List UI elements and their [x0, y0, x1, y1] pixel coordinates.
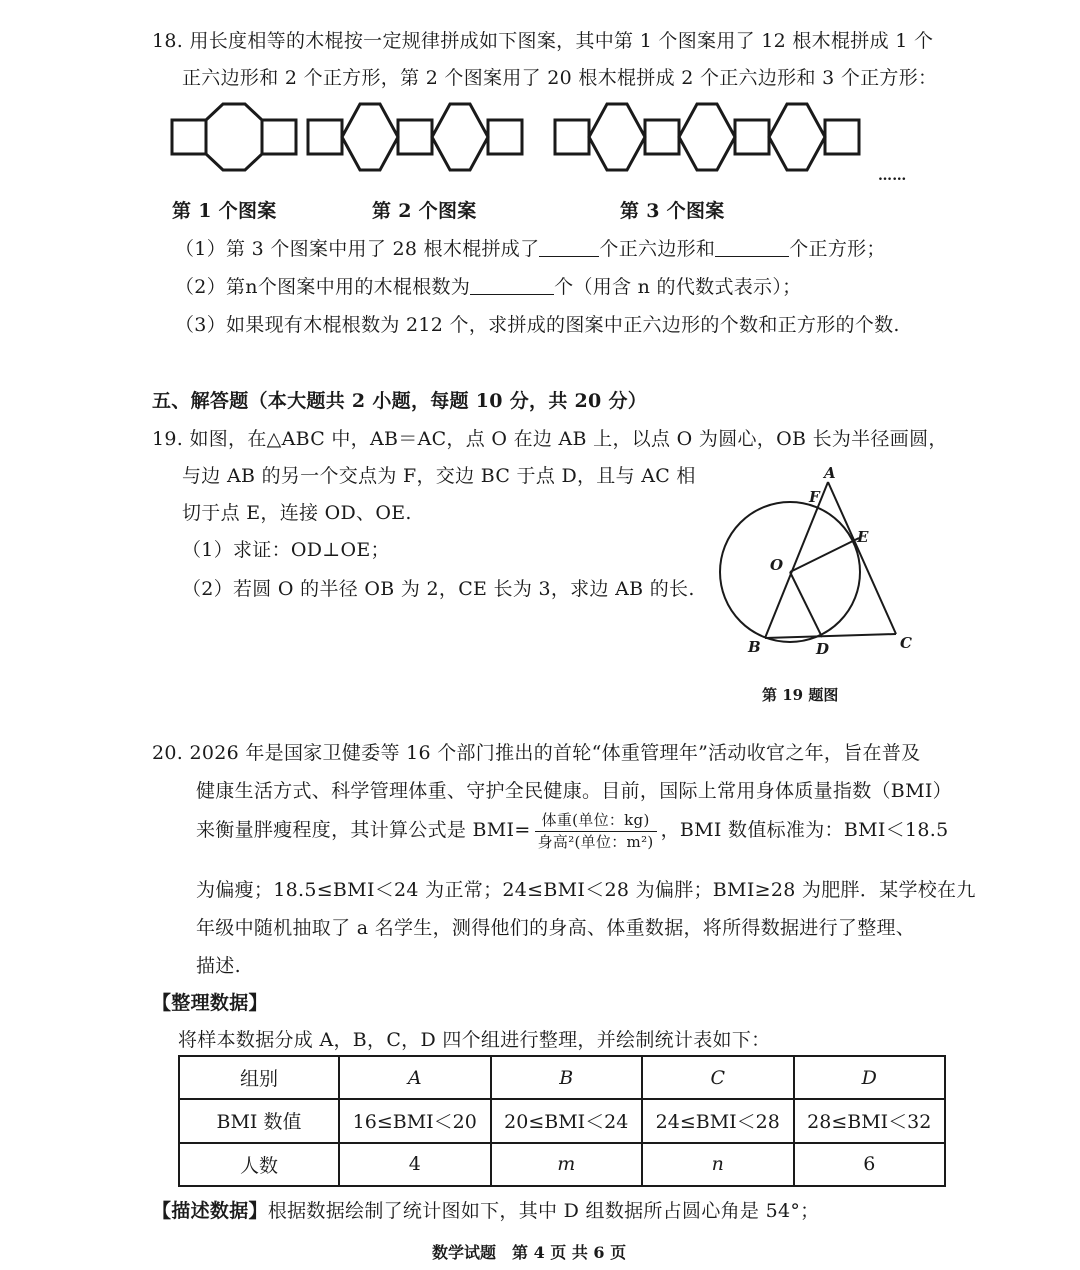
q18-intro-line1: 18. 用长度相等的木棍按一定规律拼成如下图案，其中第 1 个图案用了 12 根木棍拼成 1 个	[152, 30, 934, 52]
table-cell: 6	[794, 1143, 946, 1186]
q20-line5: 年级中随机抽取了 a 名学生，测得他们的身高、体重数据，将所得数据进行了整理、	[196, 917, 916, 939]
q20-line3-a: 来衡量胖瘦程度，其计算公式是 BMI=	[196, 819, 531, 841]
figure-3	[555, 104, 859, 170]
q18-fig-label-1: 第 1 个图案	[172, 200, 277, 222]
describe-data-title: 【描述数据】	[152, 1200, 268, 1222]
table-cell: A	[339, 1056, 491, 1099]
q20-line4: 为偏瘦；18.5≤BMI＜24 为正常；24≤BMI＜28 为偏胖；BMI≥28 为肥胖．某学校在九	[196, 879, 976, 901]
label-c: C	[900, 634, 912, 652]
q20-line2: 健康生活方式、科学管理体重、守护全民健康。目前，国际上常用身体质量指数（BMI）	[196, 780, 952, 802]
bmi-formula	[535, 812, 657, 850]
table-cell: 28≤BMI＜32	[794, 1099, 946, 1142]
label-a: A	[824, 464, 836, 482]
describe-data	[152, 1196, 819, 1223]
table-row	[179, 1099, 945, 1142]
table-cell: B	[491, 1056, 643, 1099]
q20-line1: 20. 2026 年是国家卫健委等 16 个部门推出的首轮“体重管理年”活动收官之年，旨在普及	[152, 742, 921, 764]
segment-ac	[828, 482, 896, 634]
table-cell: BMI 数值	[179, 1099, 339, 1142]
q20-line3	[196, 812, 948, 850]
label-f: F	[809, 488, 820, 506]
table-cell: 组别	[179, 1056, 339, 1099]
q18-intro-line2: 正六边形和 2 个正方形，第 2 个图案用了 20 根木棍拼成 2 个正六边形和 3 个正方形：	[182, 67, 938, 89]
q18-sub2-blank[interactable]	[470, 276, 554, 295]
q18-sub1-blank-squares[interactable]	[715, 238, 789, 257]
bmi-stats-table	[178, 1055, 946, 1187]
segment-bc	[765, 634, 896, 638]
label-b: B	[748, 638, 761, 656]
page-footer: 数学试题 第 4 页 共 6 页	[432, 1243, 627, 1262]
q19-geometry-figure	[700, 460, 940, 660]
table-cell: 24≤BMI＜28	[642, 1099, 794, 1142]
q19-line1: 19. 如图，在△ABC 中，AB＝AC，点 O 在边 AB 上，以点 O 为圆心，OB 长为半径画圆，	[152, 428, 948, 450]
table-cell: m	[491, 1143, 643, 1186]
label-o: O	[770, 556, 784, 574]
bmi-formula-denominator: 身高²(单位：m²)	[537, 832, 654, 851]
table-cell: 人数	[179, 1143, 339, 1186]
q18-ellipsis: ……	[878, 168, 907, 184]
table-cell: C	[642, 1056, 794, 1099]
q20-line6: 描述.	[196, 955, 241, 977]
figure-2	[308, 104, 522, 170]
q19-figure-caption: 第 19 题图	[762, 686, 839, 704]
q19-line3: 切于点 E，连接 OD、OE.	[182, 502, 412, 524]
q18-sub2-text-a: （2）第n个图案中用的木棍根数为	[175, 276, 471, 298]
figure-1-hexagon	[0, 0, 1, 1]
bmi-formula-numerator: 体重(单位：kg)	[535, 812, 657, 832]
describe-data-text: 根据数据绘制了统计图如下，其中 D 组数据所占圆心角是 54°；	[267, 1200, 820, 1222]
q18-stick-figures	[0, 0, 1080, 200]
q20-line3-b: ，BMI 数值标准为：BMI＜18.5	[660, 819, 949, 841]
table-row	[179, 1143, 945, 1186]
segment-od	[790, 572, 822, 637]
q18-sub1-text-a: （1）第 3 个图案中用了 28 根木棍拼成了	[175, 238, 540, 260]
section5-title: 五、解答题（本大题共 2 小题，每题 10 分，共 20 分）	[152, 390, 648, 412]
q18-sub1	[175, 234, 886, 261]
q18-fig-label-2: 第 2 个图案	[372, 200, 477, 222]
organize-data-text: 将样本数据分成 A，B，C，D 四个组进行整理，并绘制统计表如下：	[178, 1029, 771, 1051]
q18-sub1-blank-hexagons[interactable]	[539, 238, 599, 257]
q19-sub2: （2）若圆 O 的半径 OB 为 2，CE 长为 3，求边 AB 的长.	[182, 578, 695, 600]
organize-data-title: 【整理数据】	[152, 992, 268, 1014]
table-cell: n	[642, 1143, 794, 1186]
table-cell: 16≤BMI＜20	[339, 1099, 491, 1142]
table-cell: D	[794, 1056, 946, 1099]
table-cell: 20≤BMI＜24	[491, 1099, 643, 1142]
figure-1	[172, 104, 296, 170]
label-d: D	[816, 640, 830, 658]
q18-sub1-text-c: 个正方形；	[789, 238, 886, 260]
q18-sub3: （3）如果现有木棍根数为 212 个，求拼成的图案中正六边形的个数和正方形的个数.	[175, 314, 900, 336]
q19-line2: 与边 AB 的另一个交点为 F，交边 BC 于点 D，且与 AC 相	[182, 465, 696, 487]
q18-fig-label-3: 第 3 个图案	[620, 200, 725, 222]
q18-sub1-text-b: 个正六边形和	[599, 238, 716, 260]
table-cell: 4	[339, 1143, 491, 1186]
q18-sub2-text-b: 个（用含 n 的代数式表示）；	[554, 276, 802, 298]
label-e: E	[857, 528, 869, 546]
segment-oe	[790, 538, 859, 572]
q18-sub2	[175, 272, 801, 299]
q19-sub1: （1）求证：OD⊥OE；	[182, 539, 390, 561]
table-row	[179, 1056, 945, 1099]
